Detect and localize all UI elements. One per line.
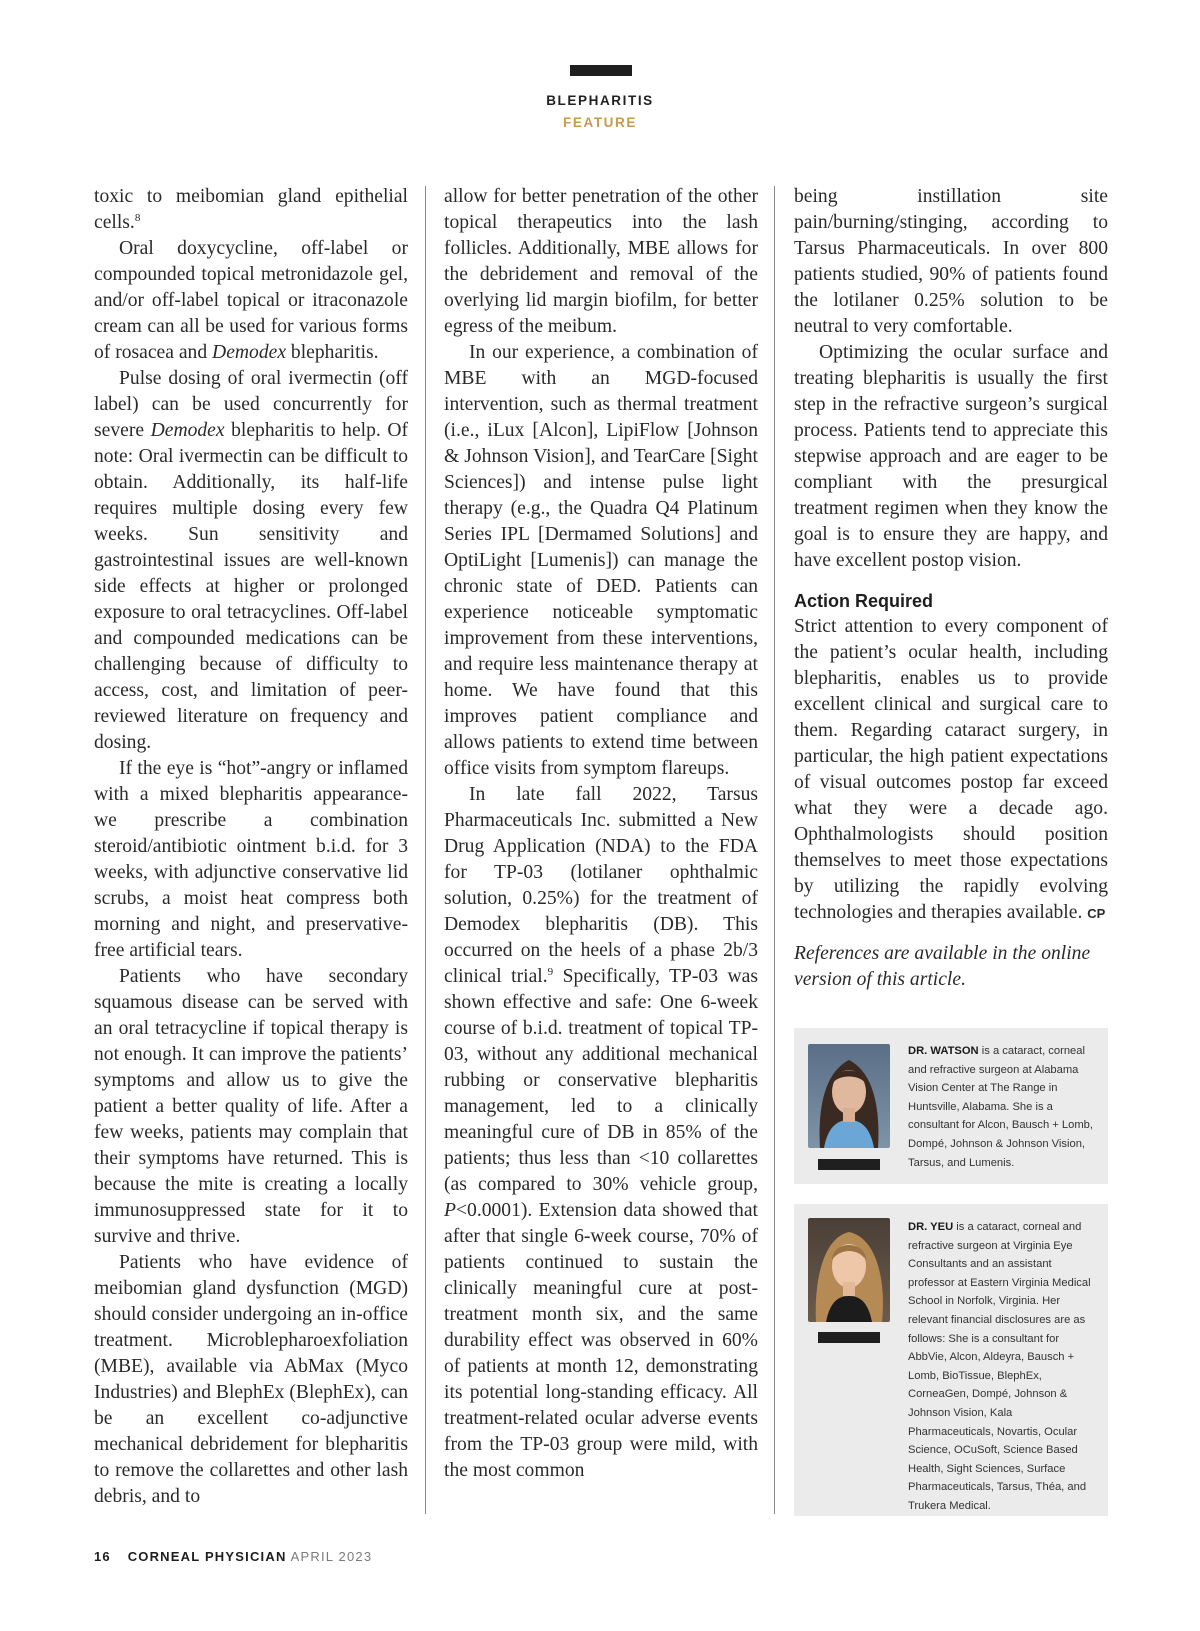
author-photo xyxy=(808,1218,890,1322)
section-title: BLEPHARITIS xyxy=(546,93,654,108)
section-header xyxy=(0,90,1200,134)
article-column-3 xyxy=(794,184,1108,993)
author-bio-watson xyxy=(794,1028,1108,1184)
column-divider xyxy=(774,186,775,1514)
author-bio-yeu xyxy=(794,1204,1108,1516)
paragraph: Oral doxycycline, off-label or compounded topical metronidazole gel, and/or off-label topical or itraconazole cream can all be used for various forms of rosacea and Demodex blepharitis. xyxy=(94,238,408,363)
header-decoration-bar xyxy=(570,65,632,76)
magazine-name: CORNEAL PHYSICIAN xyxy=(127,1549,287,1564)
paragraph: If the eye is “hot”-angry or inflamed with a mixed blepharitis appearance- we prescribe a combination steroid/antibiotic ointment b.i.d. for 3 weeks, with adjunctive conservative lid scrubs, a moist heat compress both morning and night, and preservative-free artificial tears. xyxy=(94,758,408,961)
paragraph: Pulse dosing of oral ivermectin (off label) can be used concurrently for severe Demodex blepharitis to help. Of note: Oral ivermectin can be difficult to obtain. Additionally, its half-life requires multiple dosing every few weeks. Sun sensitivity and gastrointestinal issues are well-known side effects at higher or prolonged exposure to oral tetracyclines. Off-label and compounded medications can be challenging because of difficulty to access, cost, and limitation of peer-reviewed literature on frequency and dosing. xyxy=(94,368,409,753)
references-note: References are available in the online version of this article. xyxy=(794,943,1091,990)
author-photo xyxy=(808,1044,890,1148)
column-divider xyxy=(425,186,426,1514)
issue-date: APRIL 2023 xyxy=(290,1549,373,1564)
article-column-1 xyxy=(94,184,408,1510)
subheading-action-required: Action Required xyxy=(794,591,934,611)
paragraph: In our experience, a combination of MBE with an MGD-focused intervention, such as thermal treatment (i.e., iLux [Alcon], LipiFlow [Johnson & Johnson Vision], and TearCare [Sight Sciences]) and intense pulse light therapy (e.g., the Quadra Q4 Platinum Series IPL [Dermamed Solutions] and OptiLight [Lumenis]) can manage the chronic state of DED. Patients can experience noticeable symptomatic improvement from these interventions, and require less maintenance therapy at home. We have found that this improves patient compliance and allows patients to extend time between office visits from symptom flareups. xyxy=(444,342,758,779)
paragraph: allow for better penetration of the other topical therapeutics into the lash follicles. Additionally, MBE allows for the debridement and removal of the overlying lid margin biofilm, for better egress of the meibum. xyxy=(444,186,758,337)
paragraph: being instillation site pain/burning/stinging, according to Tarsus Pharmaceuticals. In over 800 patients studied, 90% of patients found the lotilaner 0.25% solution to be neutral to very comfortable. xyxy=(794,186,1108,337)
paragraph: toxic to meibomian gland epithelial cells.$^8$ xyxy=(94,186,408,233)
page-footer xyxy=(94,1549,372,1564)
paragraph: Patients who have secondary squamous disease can be served with an oral tetracycline if topical therapy is not enough. It can improve the patients’ symptoms and allow us to give the patient a better quality of life. After a few weeks, patients may complain that their symptoms have returned. This is because the mite is creating a locally immunosuppressed state for it to survive and thrive. xyxy=(94,966,408,1247)
photo-caption-bar xyxy=(818,1159,880,1170)
bio-text: DR. YEU is a cataract, corneal and refractive surgeon at Virginia Eye Consultants and an assistant professor at Eastern Virginia Medical School in Norfolk, Virginia. Her relevant financial disclosures are as follows: She is a consultant for AbbVie, Alcon, Aldeyra, Bausch + Lomb, BioTissue, BlephEx, CorneaGen, Dompé, Johnson & Johnson Vision, Kala Pharmaceuticals, Novartis, Ocular Science, OCuSoft, Science Based Health, Sight Sciences, Surface Pharmaceuticals, Tarsus, Théa, and Trukera Medical. xyxy=(908,1221,1091,1512)
author-name: DR. WATSON xyxy=(908,1045,979,1057)
paragraph: Strict attention to every component of the patient’s ocular health, including blepharitis, enables us to provide excellent clinical and surgical care to them. Regarding cataract surgery, in particular, the high patient expectations of visual outcomes postop far exceed what they were a decade ago. Ophthalmologists should position themselves to meet those expectations by utilizing the rapidly evolving technologies and therapies available. CP xyxy=(794,616,1108,923)
footnote-ref: 9 xyxy=(547,966,554,978)
paragraph: Optimizing the ocular surface and treating blepharitis is usually the first step in the refractive surgeon’s surgical process. Patients tend to appreciate this stepwise approach and are eager to be compliant with the presurgical treatment regimen when they know the goal is to ensure they are happy, and have excellent postop vision. xyxy=(794,342,1108,571)
paragraph: In late fall 2022, Tarsus Pharmaceuticals Inc. submitted a New Drug Application (NDA) to the FDA for TP-03 (lotilaner ophthalmic solution, 0.25%) for the treatment of Demodex blepharitis (DB). This occurred on the heels of a phase 2b/3 clinical trial.$^9$ Specifically, TP-03 was shown effective and safe: One 6-week course of b.i.d. treatment of topical TP-03, without any additional mechanical rubbing or conservative blepharitis management, led to a clinically meaningful cure of DB in 85% of the patients; thus less than <10 collarettes (as compared to 30% vehicle group, P<0.0001). Extension data showed that after that single 6-week course, 70% of patients continued to sustain the clinically meaningful cure at post-treatment month six, and the same durability effect was observed in 60% of patients at month 12, demonstrating its potential long-standing efficacy. All treatment-related ocular adverse events from the TP-03 group were mild, with the most common xyxy=(444,784,758,1481)
photo-caption-bar xyxy=(818,1332,880,1343)
end-mark: CP xyxy=(1087,906,1106,921)
section-subtitle: FEATURE xyxy=(563,115,637,130)
article-column-2 xyxy=(444,184,758,1484)
paragraph: Patients who have evidence of meibomian gland dysfunction (MGD) should consider undergoing an in-office treatment. Microblepharoexfoliation (MBE), available via AbMax (Myco Industries) and BlephEx (BlephEx), can be an excellent co-adjunctive mechanical debridement for blepharitis to remove the collarettes and other lash debris, and to xyxy=(94,1252,408,1507)
author-name: DR. YEU xyxy=(908,1221,954,1233)
footnote-ref: 8 xyxy=(134,212,141,224)
bio-text: DR. WATSON is a cataract, corneal and refractive surgeon at Alabama Vision Center at The Range in Huntsville, Alabama. She is a consultant for Alcon, Bausch + Lomb, Dompé, Johnson & Johnson Vision, Tarsus, and Lumenis. xyxy=(908,1045,1094,1169)
page-number: 16 xyxy=(94,1549,111,1564)
